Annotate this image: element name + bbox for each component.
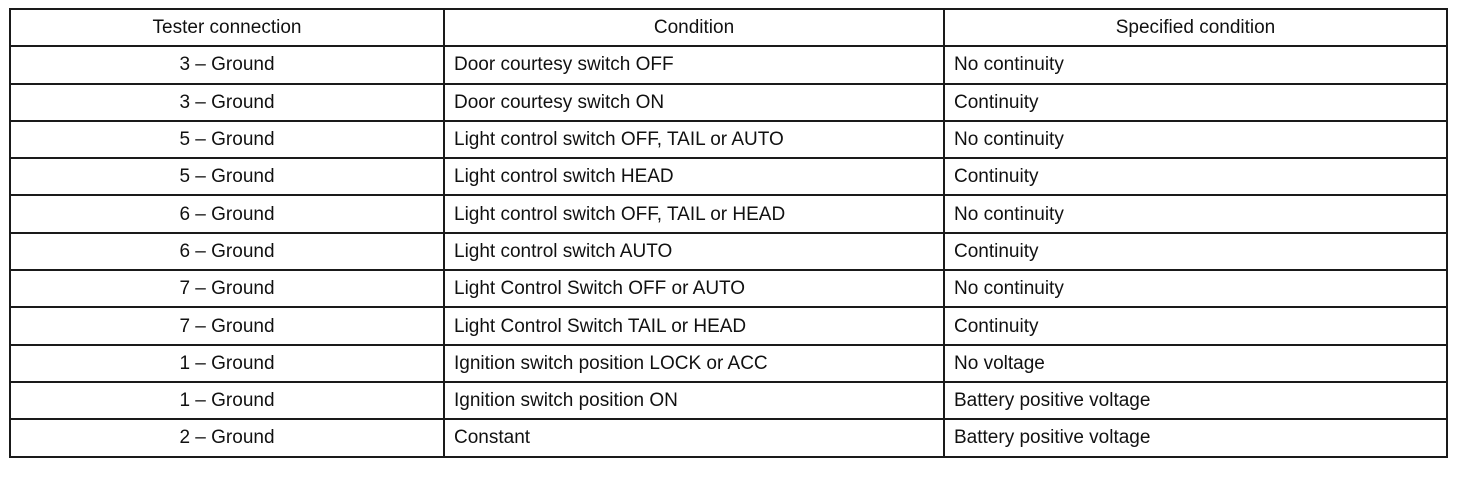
cell-tester-connection: 7 – Ground bbox=[10, 307, 444, 344]
cell-specified-condition: No continuity bbox=[944, 121, 1447, 158]
cell-tester-connection: 6 – Ground bbox=[10, 233, 444, 270]
cell-tester-connection: 7 – Ground bbox=[10, 270, 444, 307]
table-row bbox=[10, 270, 1447, 307]
table-row bbox=[10, 121, 1447, 158]
table-row bbox=[10, 84, 1447, 121]
table-row bbox=[10, 419, 1447, 456]
cell-specified-condition: Continuity bbox=[944, 307, 1447, 344]
cell-tester-connection: 1 – Ground bbox=[10, 382, 444, 419]
cell-specified-condition: Continuity bbox=[944, 84, 1447, 121]
cell-condition: Door courtesy switch ON bbox=[444, 84, 944, 121]
cell-specified-condition: No voltage bbox=[944, 345, 1447, 382]
cell-condition: Ignition switch position ON bbox=[444, 382, 944, 419]
table-row bbox=[10, 46, 1447, 83]
cell-tester-connection: 5 – Ground bbox=[10, 158, 444, 195]
table-row bbox=[10, 233, 1447, 270]
header-row bbox=[10, 9, 1447, 46]
table-row bbox=[10, 307, 1447, 344]
cell-specified-condition: Continuity bbox=[944, 233, 1447, 270]
cell-tester-connection: 1 – Ground bbox=[10, 345, 444, 382]
header-specified-condition: Specified condition bbox=[944, 9, 1447, 46]
table-row bbox=[10, 195, 1447, 232]
cell-specified-condition: No continuity bbox=[944, 195, 1447, 232]
header-tester-connection: Tester connection bbox=[10, 9, 444, 46]
cell-specified-condition: Battery positive voltage bbox=[944, 382, 1447, 419]
spec-table-container bbox=[9, 8, 1446, 458]
cell-condition: Light control switch OFF, TAIL or AUTO bbox=[444, 121, 944, 158]
cell-specified-condition: No continuity bbox=[944, 270, 1447, 307]
table-row bbox=[10, 345, 1447, 382]
table-row bbox=[10, 382, 1447, 419]
header-condition: Condition bbox=[444, 9, 944, 46]
cell-condition: Ignition switch position LOCK or ACC bbox=[444, 345, 944, 382]
cell-condition: Light Control Switch OFF or AUTO bbox=[444, 270, 944, 307]
continuity-spec-table bbox=[9, 8, 1448, 458]
cell-tester-connection: 3 – Ground bbox=[10, 46, 444, 83]
cell-condition: Light Control Switch TAIL or HEAD bbox=[444, 307, 944, 344]
cell-condition: Door courtesy switch OFF bbox=[444, 46, 944, 83]
cell-condition: Light control switch OFF, TAIL or HEAD bbox=[444, 195, 944, 232]
cell-condition: Constant bbox=[444, 419, 944, 456]
cell-tester-connection: 5 – Ground bbox=[10, 121, 444, 158]
cell-specified-condition: No continuity bbox=[944, 46, 1447, 83]
cell-tester-connection: 3 – Ground bbox=[10, 84, 444, 121]
cell-specified-condition: Continuity bbox=[944, 158, 1447, 195]
cell-tester-connection: 2 – Ground bbox=[10, 419, 444, 456]
cell-condition: Light control switch AUTO bbox=[444, 233, 944, 270]
table-row bbox=[10, 158, 1447, 195]
cell-condition: Light control switch HEAD bbox=[444, 158, 944, 195]
cell-specified-condition: Battery positive voltage bbox=[944, 419, 1447, 456]
cell-tester-connection: 6 – Ground bbox=[10, 195, 444, 232]
